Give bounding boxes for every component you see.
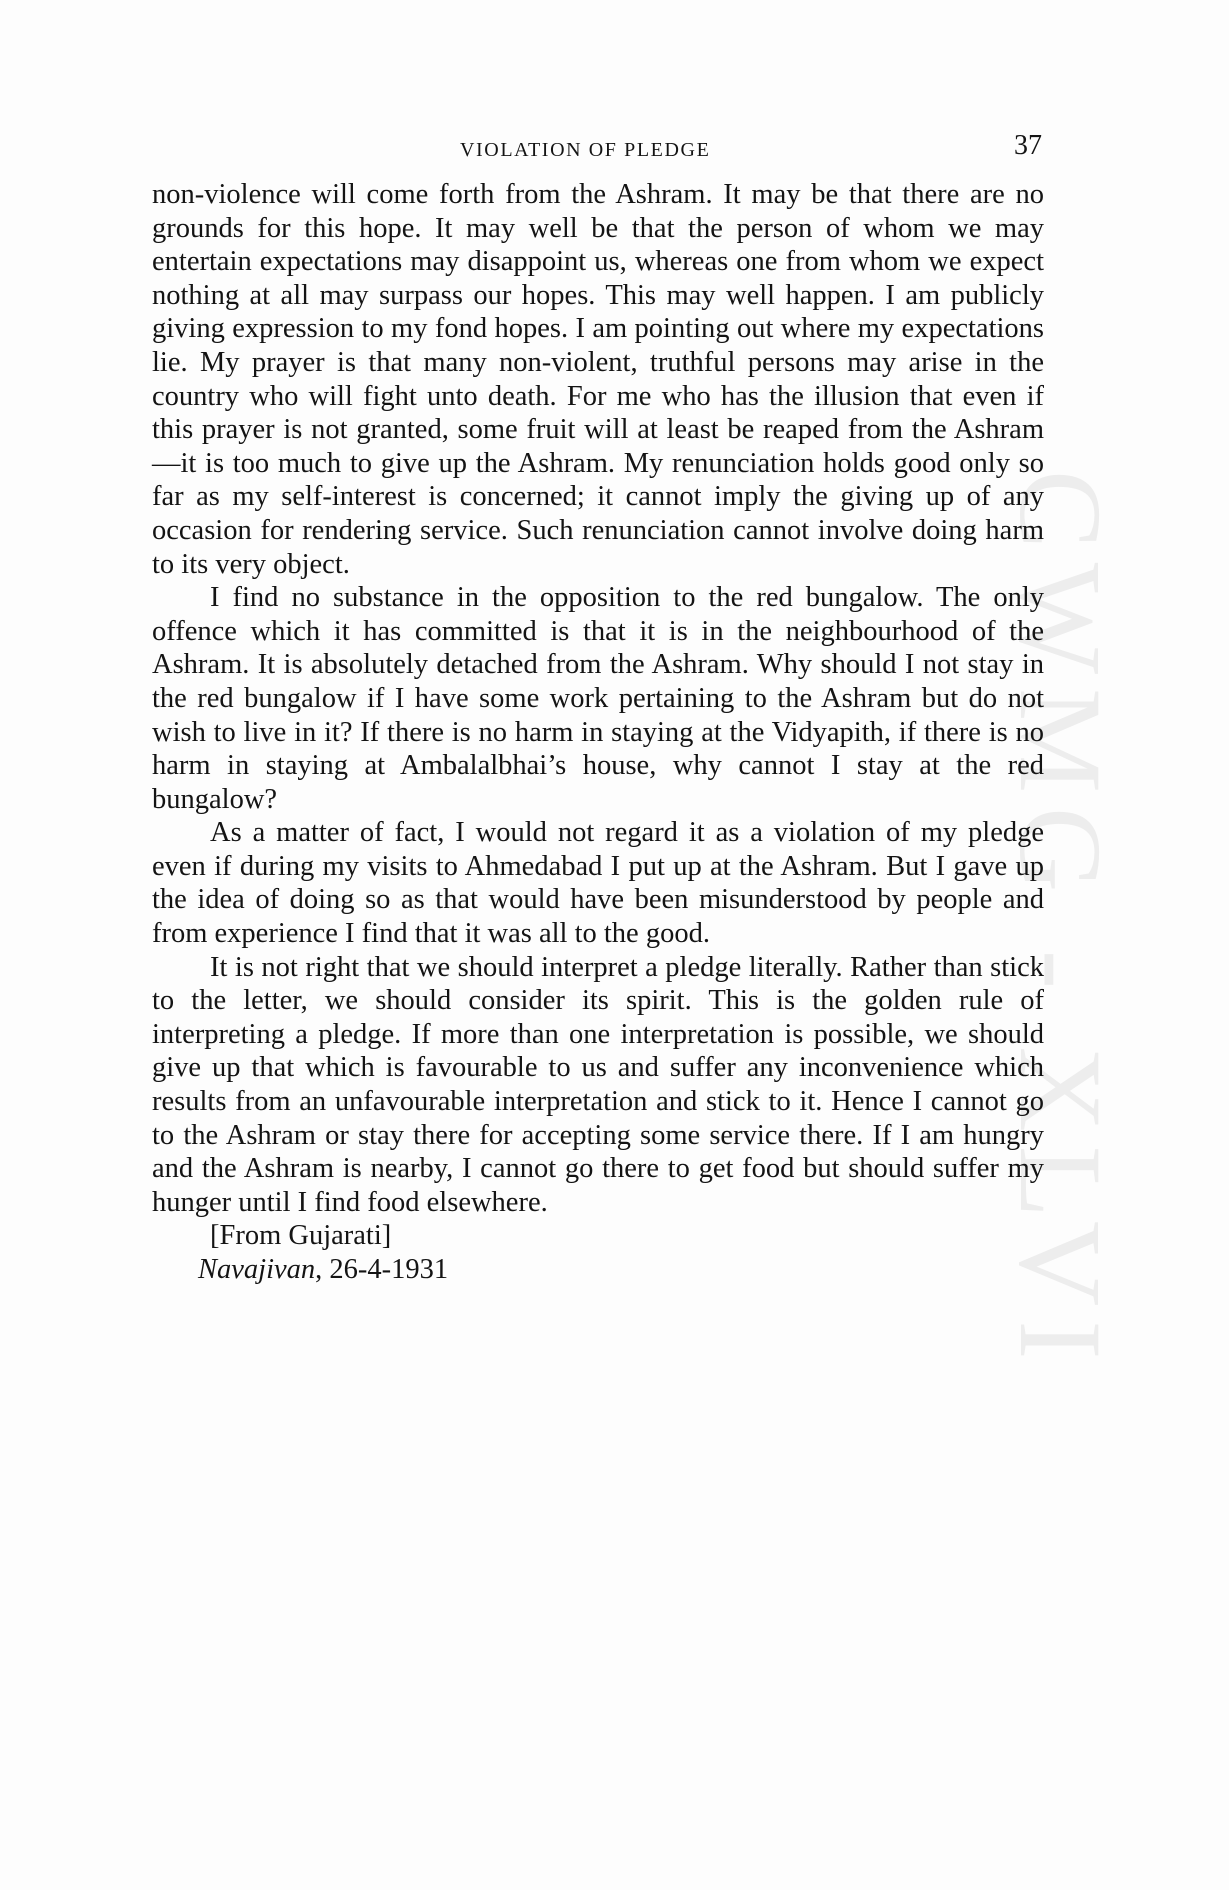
page-number: 37 xyxy=(1014,130,1042,161)
body-text xyxy=(152,178,1044,1287)
watermark: CWMG - XLVI xyxy=(995,470,1126,1374)
citation-date: , 26-4-1931 xyxy=(315,1254,449,1285)
paragraph-matter-of-fact: As a matter of fact, I would not regard it as a violation of my pledge even if during my visits to Ahmedabad I put up at the Ashram. But I gave up the idea of doing so as that would have been misunderstood by people and from experience I find that it was all to the good. xyxy=(152,817,1044,950)
paragraph-red-bungalow: I find no substance in the opposition to the red bungalow. The only offence which it has committed is that it is in the neighbourhood of the Ashram. It is absolutely detached from the Ashram. Why should I not stay in the red bungalow if I have some work pertaining to the Ashram but do not wish to live in it? If there is no harm in staying at the Vidyapith, if there is no harm in staying at Ambalalbhai’s house, why cannot I stay at the red bungalow? xyxy=(152,582,1044,815)
running-title: VIOLATION OF PLEDGE xyxy=(460,139,711,161)
paragraph-interpret-pledge: It is not right that we should interpret a pledge literally. Rather than stick to the letter, we should consider its spirit. This is the golden rule of interpreting a pledge. If more than one interpretation is possible, we should give up that which is favourable to us and suffer any inconvenience which results from an unfavourable interpretation and stick to it. Hence I cannot go to the Ashram or stay there for accepting some service there. If I am hungry and the Ashram is nearby, I cannot go there to get food but should suffer my hunger until I find food elsewhere. xyxy=(152,951,1044,1218)
citation-publication: Navajivan xyxy=(198,1254,316,1285)
source-note: [From Gujarati] xyxy=(210,1220,392,1252)
paragraph-continuation: non-violence will come forth from the Ashram. It may be that there are no grounds for this hope. It may well be that the person of whom we may entertain expectations may disappoint us, whereas one from whom we expect nothing at all may surpass our hopes. This may well happen. I am publicly giving expression to my fond hopes. I am pointing out where my expectations lie. My prayer is that many non-violent, truthful persons may arise in the country who will fight unto death. For me who has the illusion that even if this prayer is not granted, some fruit will at least be reaped from the Ashram—it is too much to give up the Ashram. My renunciation holds good only so far as my self-interest is concerned; it cannot imply the giving up of any occasion for rendering service. Such renunciation cannot involve doing harm to its very object. xyxy=(152,179,1044,580)
citation xyxy=(152,1253,1044,1287)
